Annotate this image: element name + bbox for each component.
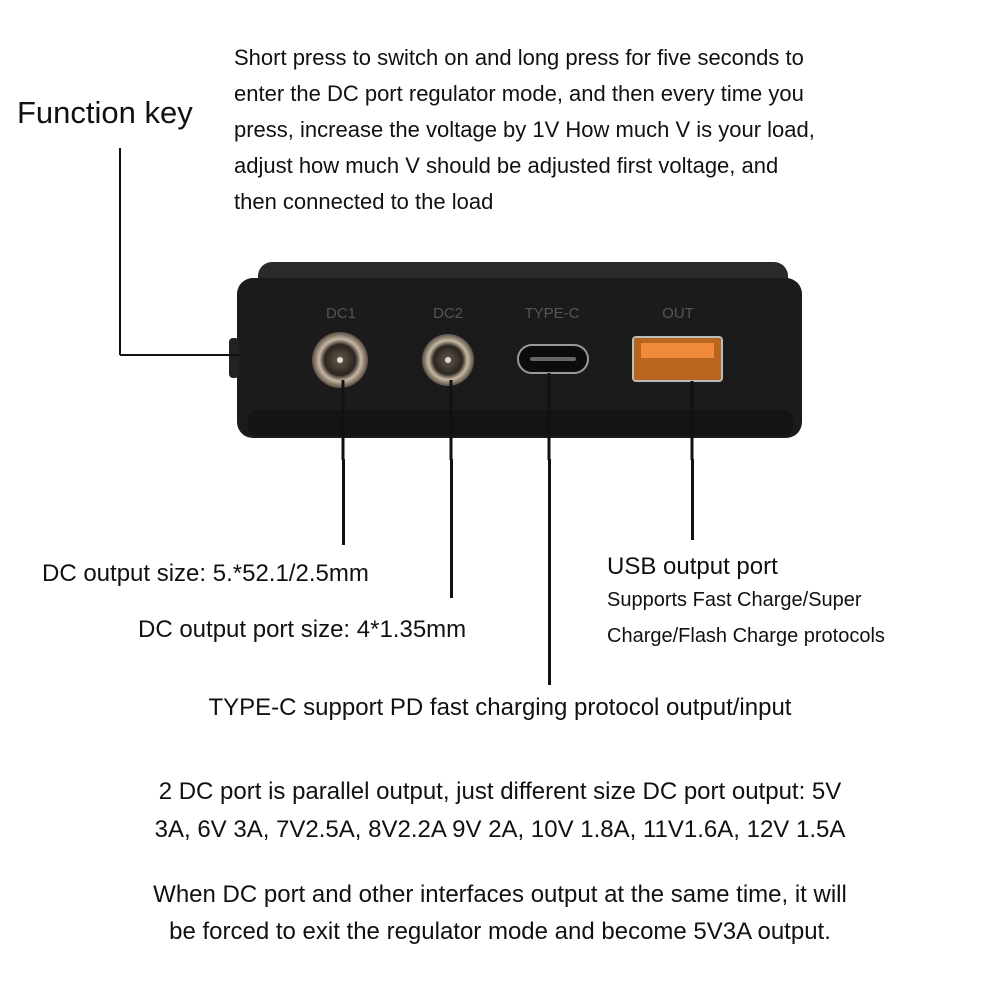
power-bank-device xyxy=(0,0,1000,460)
forced-note-line: be forced to exit the regulator mode and become 5V3A output. xyxy=(169,918,831,945)
description-line: press, increase the voltage by 1V How much V is your load, xyxy=(234,117,815,142)
usb-leader-line xyxy=(691,459,694,540)
port-label-dc1: DC1 xyxy=(325,305,357,322)
port-label-out: OUT xyxy=(662,305,694,322)
function-key-button xyxy=(229,338,239,378)
description-line: then connected to the load xyxy=(234,189,494,214)
usb-callout-title: USB output port xyxy=(607,553,778,580)
description-line: Short press to switch on and long press for five seconds to xyxy=(234,45,804,70)
usb-callout-line: Supports Fast Charge/Super xyxy=(607,589,862,611)
usb-callout-line: Charge/Flash Charge protocols xyxy=(607,625,885,647)
parallel-note-line: 3A, 6V 3A, 7V2.5A, 8V2.2A 9V 2A, 10V 1.8A, 11V1.6A, 12V 1.5A xyxy=(154,816,846,843)
dc2-leader-line xyxy=(450,459,453,598)
description-line: adjust how much V should be adjusted first voltage, and xyxy=(234,153,779,178)
typec-leader-line xyxy=(548,459,551,685)
parallel-note-line: 2 DC port is parallel output, just different size DC port output: 5V xyxy=(158,778,842,805)
dc1-leader-line xyxy=(342,459,345,545)
function-key-label: Function key xyxy=(17,95,193,130)
forced-note-line: When DC port and other interfaces output at the same time, it will xyxy=(153,881,847,908)
dc2-callout: DC output port size: 4*1.35mm xyxy=(138,616,467,643)
description-line: enter the DC port regulator mode, and then every time you xyxy=(234,81,804,106)
typec-callout: TYPE-C support PD fast charging protocol output/input xyxy=(208,694,792,721)
port-label-typec: TYPE-C xyxy=(524,305,580,322)
port-label-dc2: DC2 xyxy=(432,305,464,322)
dc1-callout: DC output size: 5.*52.1/2.5mm xyxy=(42,560,369,587)
